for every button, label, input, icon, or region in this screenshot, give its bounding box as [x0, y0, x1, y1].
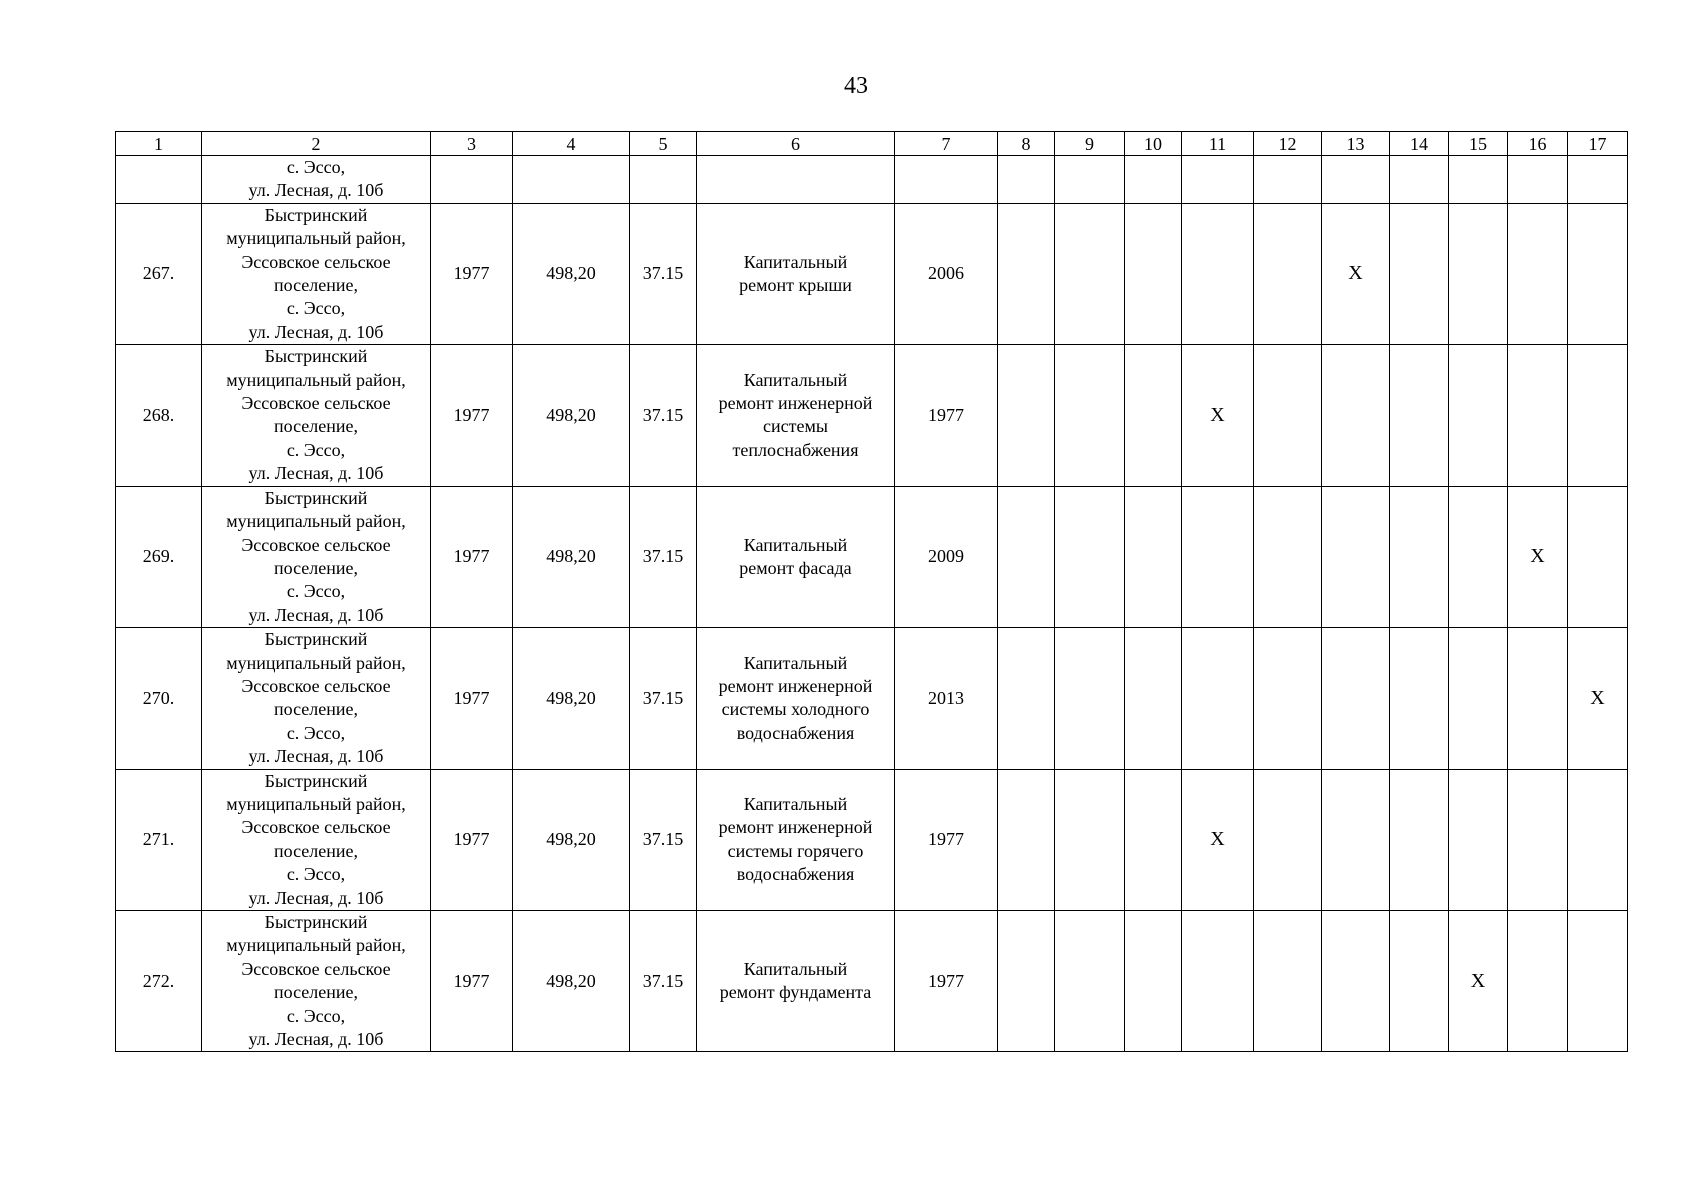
period-cell-14: [1390, 769, 1449, 910]
column-header-12: 12: [1254, 132, 1322, 156]
address-line: с. Эссо,: [286, 864, 346, 885]
address-line: Эссовское сельское: [241, 534, 391, 555]
work-line: ремонт инженерной: [718, 393, 873, 414]
row-number-cell: 268.: [116, 345, 202, 486]
table-row: [116, 203, 1628, 344]
row-number-cell: 270.: [116, 628, 202, 769]
column-header-16: 16: [1508, 132, 1568, 156]
address-line: муниципальный район,: [226, 793, 406, 814]
column-header-8: 8: [998, 132, 1055, 156]
wear-cell: 37.15: [630, 769, 697, 910]
work-line: ремонт фасада: [739, 557, 852, 578]
empty-cell: [998, 156, 1055, 204]
address-line: ул. Лесная, д. 10б: [248, 463, 384, 484]
period-cell-16: X: [1508, 486, 1568, 627]
area-cell: 498,20: [513, 911, 630, 1052]
period-cell-16: [1508, 769, 1568, 910]
period-cell-8: [998, 911, 1055, 1052]
address-line: ул. Лесная, д. 10б: [248, 321, 384, 342]
period-cell-13: [1322, 911, 1390, 1052]
address-line: поселение,: [273, 840, 358, 861]
period-cell-12: [1254, 911, 1322, 1052]
period-cell-13: [1322, 628, 1390, 769]
address-line: Быстринский: [264, 770, 368, 791]
address-cell: [202, 911, 431, 1052]
address-line: с. Эссо,: [286, 581, 346, 602]
period-cell-15: [1449, 486, 1508, 627]
empty-cell: [1055, 156, 1125, 204]
work-type-cell: [697, 769, 895, 910]
work-line: ремонт инженерной: [718, 817, 873, 838]
year-built-cell: 1977: [431, 628, 513, 769]
year-built-cell: 1977: [431, 486, 513, 627]
column-header-5: 5: [630, 132, 697, 156]
year-built-cell: 1977: [431, 769, 513, 910]
period-cell-13: [1322, 486, 1390, 627]
period-cell-12: [1254, 203, 1322, 344]
address-line: Эссовское сельское: [241, 675, 391, 696]
address-line: Эссовское сельское: [241, 817, 391, 838]
work-line: Капитальный: [743, 251, 848, 272]
period-cell-13: [1322, 769, 1390, 910]
column-header-14: 14: [1390, 132, 1449, 156]
address-line: Эссовское сельское: [241, 393, 391, 414]
empty-cell: [513, 156, 630, 204]
address-line: ул. Лесная, д. 10б: [248, 746, 384, 767]
table-row: [116, 345, 1628, 486]
period-cell-12: [1254, 769, 1322, 910]
work-line: водоснабжения: [736, 722, 855, 743]
period-cell-17: [1568, 203, 1628, 344]
period-cell-8: [998, 486, 1055, 627]
repair-schedule-table: [115, 131, 1628, 1052]
area-cell: 498,20: [513, 203, 630, 344]
address-line: муниципальный район,: [226, 228, 406, 249]
column-number-row: [116, 132, 1628, 156]
period-cell-15: [1449, 345, 1508, 486]
address-line: поселение,: [273, 557, 358, 578]
period-cell-13: [1322, 345, 1390, 486]
period-cell-13: X: [1322, 203, 1390, 344]
period-cell-17: X: [1568, 628, 1628, 769]
work-type-cell: [697, 486, 895, 627]
empty-cell: [1254, 156, 1322, 204]
last-repair-year-cell: 1977: [895, 345, 998, 486]
period-cell-12: [1254, 628, 1322, 769]
address-line: ул. Лесная, д. 10б: [248, 180, 384, 201]
column-header-2: 2: [202, 132, 431, 156]
work-line: Капитальный: [743, 534, 848, 555]
period-cell-14: [1390, 203, 1449, 344]
column-header-11: 11: [1182, 132, 1254, 156]
address-line: поселение,: [273, 275, 358, 296]
period-cell-17: [1568, 769, 1628, 910]
period-cell-12: [1254, 345, 1322, 486]
empty-cell: [1322, 156, 1390, 204]
period-cell-16: [1508, 203, 1568, 344]
row-number-cell: 272.: [116, 911, 202, 1052]
period-cell-15: [1449, 628, 1508, 769]
period-cell-17: [1568, 486, 1628, 627]
period-cell-14: [1390, 628, 1449, 769]
work-type-cell: [697, 203, 895, 344]
empty-cell: [1508, 156, 1568, 204]
period-cell-8: [998, 769, 1055, 910]
work-line: системы: [763, 416, 828, 437]
year-built-cell: 1977: [431, 203, 513, 344]
work-line: ремонт инженерной: [718, 675, 873, 696]
work-line: теплоснабжения: [732, 439, 859, 460]
last-repair-year-cell: 2013: [895, 628, 998, 769]
work-line: водоснабжения: [736, 864, 855, 885]
period-cell-14: [1390, 345, 1449, 486]
work-line: системы горячего: [727, 840, 864, 861]
period-cell-11: [1182, 486, 1254, 627]
address-line: муниципальный район,: [226, 935, 406, 956]
column-header-15: 15: [1449, 132, 1508, 156]
row-number-cell: 267.: [116, 203, 202, 344]
area-cell: 498,20: [513, 628, 630, 769]
period-cell-10: [1125, 628, 1182, 769]
address-line: муниципальный район,: [226, 652, 406, 673]
period-cell-10: [1125, 203, 1182, 344]
address-cell: [202, 486, 431, 627]
address-line: ул. Лесная, д. 10б: [248, 887, 384, 908]
year-built-cell: 1977: [431, 345, 513, 486]
address-line: поселение,: [273, 699, 358, 720]
address-cell: [202, 203, 431, 344]
address-line: Эссовское сельское: [241, 251, 391, 272]
period-cell-17: [1568, 911, 1628, 1052]
address-line: Быстринский: [264, 629, 368, 650]
table-row: [116, 911, 1628, 1052]
address-cell: [202, 628, 431, 769]
year-built-cell: 1977: [431, 911, 513, 1052]
address-line: муниципальный район,: [226, 369, 406, 390]
address-line: ул. Лесная, д. 10б: [248, 604, 384, 625]
period-cell-15: [1449, 203, 1508, 344]
work-line: Капитальный: [743, 369, 848, 390]
area-cell: 498,20: [513, 345, 630, 486]
wear-cell: 37.15: [630, 486, 697, 627]
period-cell-16: [1508, 345, 1568, 486]
row-number-cell: 269.: [116, 486, 202, 627]
work-line: системы холодного: [721, 699, 870, 720]
address-line: Быстринский: [264, 487, 368, 508]
empty-cell: [1182, 156, 1254, 204]
address-line: муниципальный район,: [226, 511, 406, 532]
continuation-num-cell: [116, 156, 202, 204]
period-cell-8: [998, 345, 1055, 486]
period-cell-10: [1125, 486, 1182, 627]
empty-cell: [1449, 156, 1508, 204]
column-header-6: 6: [697, 132, 895, 156]
period-cell-9: [1055, 769, 1125, 910]
address-line: Эссовское сельское: [241, 958, 391, 979]
wear-cell: 37.15: [630, 345, 697, 486]
column-header-3: 3: [431, 132, 513, 156]
table-row: [116, 628, 1628, 769]
last-repair-year-cell: 2006: [895, 203, 998, 344]
period-cell-16: [1508, 628, 1568, 769]
column-header-10: 10: [1125, 132, 1182, 156]
period-cell-11: [1182, 203, 1254, 344]
period-cell-10: [1125, 911, 1182, 1052]
wear-cell: 37.15: [630, 911, 697, 1052]
period-cell-14: [1390, 486, 1449, 627]
period-cell-15: X: [1449, 911, 1508, 1052]
address-line: Быстринский: [264, 346, 368, 367]
empty-cell: [431, 156, 513, 204]
address-cell: [202, 769, 431, 910]
address-line: Быстринский: [264, 912, 368, 932]
column-header-9: 9: [1055, 132, 1125, 156]
column-header-13: 13: [1322, 132, 1390, 156]
period-cell-8: [998, 203, 1055, 344]
empty-cell: [1125, 156, 1182, 204]
period-cell-9: [1055, 203, 1125, 344]
address-line: поселение,: [273, 982, 358, 1003]
continuation-address-cell: [202, 156, 431, 204]
address-line: с. Эссо,: [286, 298, 346, 319]
period-cell-11: [1182, 911, 1254, 1052]
empty-cell: [630, 156, 697, 204]
column-header-4: 4: [513, 132, 630, 156]
period-cell-17: [1568, 345, 1628, 486]
address-cell: [202, 345, 431, 486]
last-repair-year-cell: 1977: [895, 769, 998, 910]
address-line: с. Эссо,: [286, 439, 346, 460]
work-line: Капитальный: [743, 793, 848, 814]
area-cell: 498,20: [513, 769, 630, 910]
area-cell: 498,20: [513, 486, 630, 627]
work-type-cell: [697, 911, 895, 1052]
work-type-cell: [697, 628, 895, 769]
empty-cell: [1390, 156, 1449, 204]
period-cell-11: X: [1182, 769, 1254, 910]
period-cell-9: [1055, 345, 1125, 486]
wear-cell: 37.15: [630, 203, 697, 344]
work-line: ремонт крыши: [739, 275, 852, 296]
column-header-1: 1: [116, 132, 202, 156]
row-number-cell: 271.: [116, 769, 202, 910]
period-cell-10: [1125, 769, 1182, 910]
period-cell-9: [1055, 911, 1125, 1052]
period-cell-9: [1055, 486, 1125, 627]
period-cell-11: X: [1182, 345, 1254, 486]
last-repair-year-cell: 2009: [895, 486, 998, 627]
address-line: Быстринский: [264, 204, 368, 225]
empty-cell: [895, 156, 998, 204]
address-line: с. Эссо,: [286, 722, 346, 743]
empty-cell: [697, 156, 895, 204]
period-cell-11: [1182, 628, 1254, 769]
wear-cell: 37.15: [630, 628, 697, 769]
work-line: Капитальный: [743, 958, 848, 979]
empty-cell: [1568, 156, 1628, 204]
table-row: [116, 486, 1628, 627]
work-type-cell: [697, 345, 895, 486]
period-cell-8: [998, 628, 1055, 769]
last-repair-year-cell: 1977: [895, 911, 998, 1052]
period-cell-16: [1508, 911, 1568, 1052]
period-cell-10: [1125, 345, 1182, 486]
column-header-7: 7: [895, 132, 998, 156]
period-cell-15: [1449, 769, 1508, 910]
address-line: ул. Лесная, д. 10б: [248, 1029, 384, 1050]
period-cell-9: [1055, 628, 1125, 769]
table-row: [116, 769, 1628, 910]
address-line: поселение,: [273, 416, 358, 437]
continuation-row: [116, 156, 1628, 204]
work-line: Капитальный: [743, 652, 848, 673]
address-line: с. Эссо,: [286, 157, 346, 177]
column-header-17: 17: [1568, 132, 1628, 156]
page-number: 43: [844, 73, 868, 99]
period-cell-14: [1390, 911, 1449, 1052]
period-cell-12: [1254, 486, 1322, 627]
address-line: с. Эссо,: [286, 1005, 346, 1026]
work-line: ремонт фундамента: [719, 982, 872, 1003]
